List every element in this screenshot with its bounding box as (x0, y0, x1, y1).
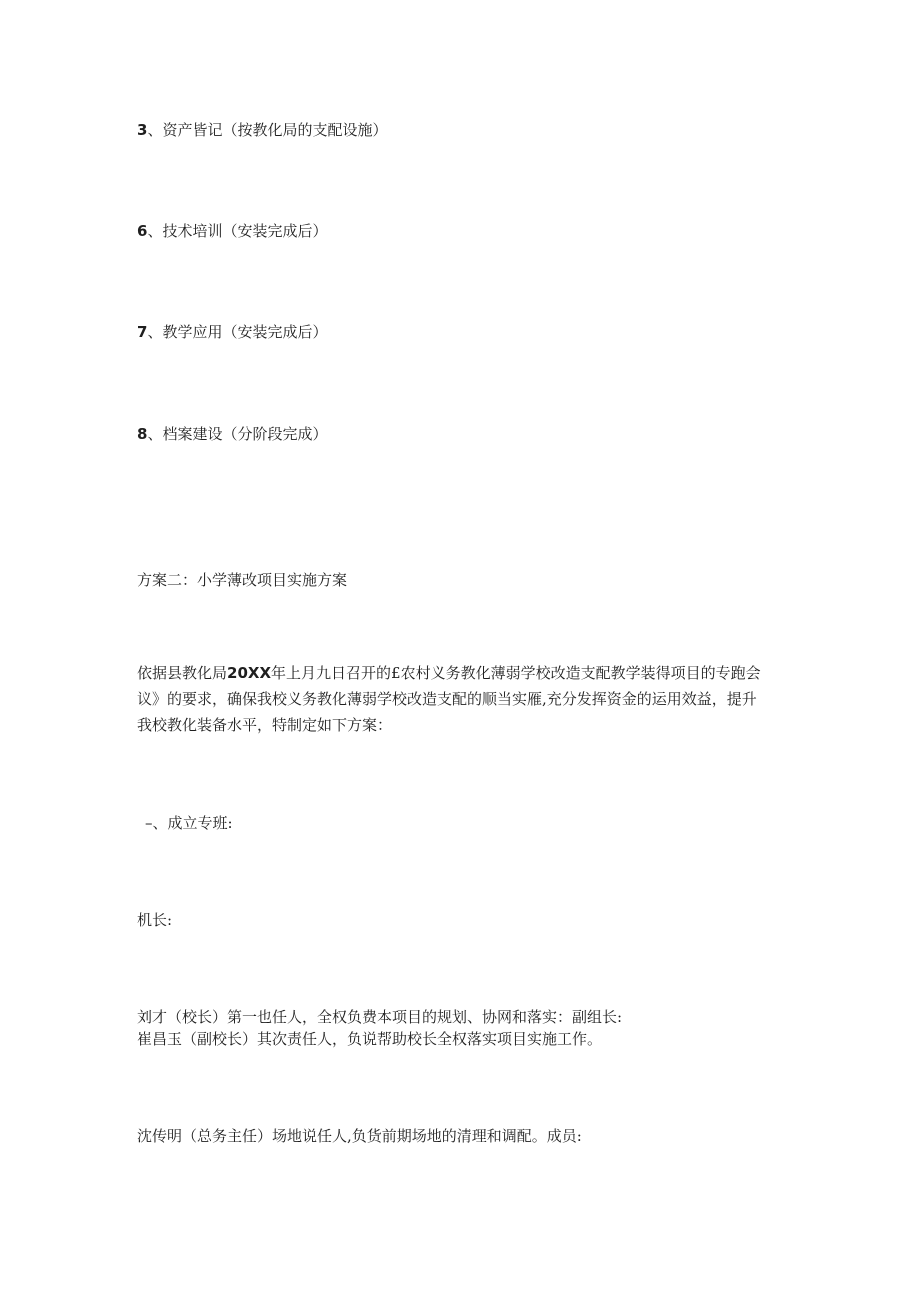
plan-title: 方案二：小学薄改项目实施方案 (137, 571, 348, 589)
item-number: 6 (137, 222, 148, 240)
item-text: 、档案建设（分阶段完成） (147, 425, 328, 443)
item-8 (137, 424, 327, 444)
item-text: 、资产皆记（按教化局的支配设施） (147, 121, 388, 139)
member-3: 沈传明（总务主任）场地说任人,负货前期场地的清理和调配。成员: (137, 1127, 582, 1145)
intro-year: 20XX (227, 664, 272, 682)
intro-line-2: 议》的要求，确保我校义务教化薄弱学校改造支配的顺当实雁,充分发挥资金的运用效益，提升 (137, 690, 757, 708)
item-number: 8 (137, 425, 148, 443)
section-heading: –、成立专班: (145, 814, 233, 832)
intro-line-3: 我校教化装备水平，特制定如下方案： (137, 716, 393, 734)
item-7 (137, 322, 327, 342)
item-3 (137, 120, 387, 140)
members-paragraph (137, 1006, 787, 1050)
intro-prefix: 依据县教化局 (137, 664, 228, 682)
item-6 (137, 221, 327, 241)
item-text: 、技术培训（安装完成后） (147, 222, 328, 240)
item-number: 3 (137, 121, 148, 139)
intro-line-1 (137, 660, 787, 686)
item-number: 7 (137, 323, 148, 341)
item-text: 、教学应用（安装完成后） (147, 323, 328, 341)
intro-line1-rest: 年上月九日召开的£农村义务教化薄弱学校改造支配教学装得项目的专跑会 (271, 664, 761, 682)
leader-label: 机长: (137, 911, 173, 929)
intro-paragraph (137, 660, 787, 738)
members-line-1: 刘才（校长）第一也任人，全权负费本项目的规划、协网和落实：副组长: (137, 1008, 623, 1026)
members-line-2: 崔昌玉（副校长）其次责任人，负说帮助校长全权落实项目实施工作。 (137, 1030, 603, 1048)
